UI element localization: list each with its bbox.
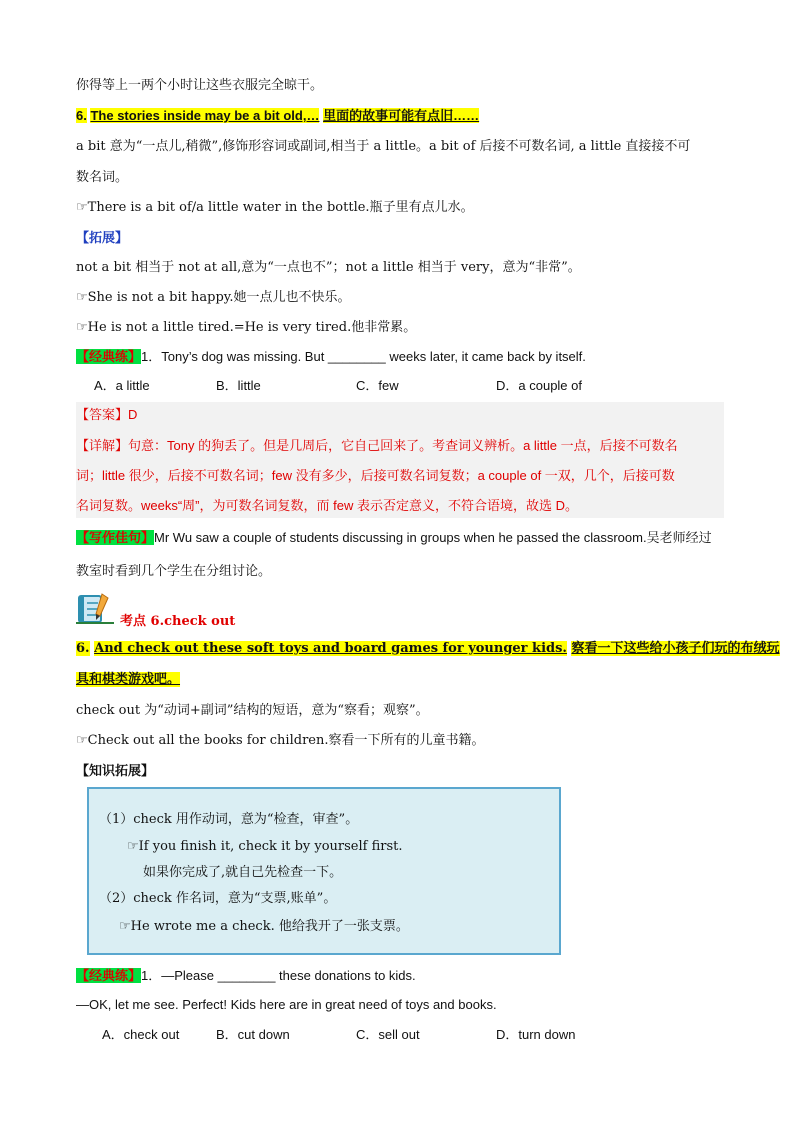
text-line: a bit 意为“一点儿,稍微”,修饰形容词或副词,相当于 a little。a bit of 后接不可数名词, a little 直接接不可	[76, 139, 691, 154]
knowledge-label: 【知识拓展】	[76, 764, 155, 779]
example-sentence: ☞She is not a bit happy.她一点儿也不快乐。	[76, 290, 351, 305]
box-line: （2）check 作名词，意为“支票,账单”。	[99, 891, 337, 906]
dialogue-reply: —OK, let me see. Perfect! Kids here are in great need of toys and books.	[76, 997, 497, 1012]
box-example: ☞He wrote me a check. 他给我开了一张支票。	[119, 919, 409, 934]
explanation-line: 词；little 很少，后接不可数名词；few 没有多少，后接可数名词复数；a couple of 一双，几个，后接可数	[76, 468, 675, 483]
exam-point-title: 考点 6.check out	[120, 614, 236, 629]
option-a: A．a little	[94, 378, 150, 393]
box-line: 如果你完成了,就自己先检查一下。	[143, 865, 343, 880]
text-line: 你得等上一两个小时让这些衣服完全晾干。	[76, 78, 324, 93]
section-heading	[76, 106, 479, 126]
box-example: ☞If you finish it, check it by yourself first.	[127, 839, 403, 854]
text-line: check out 为“动词+副词”结构的短语，意为“察看；观察”。	[76, 703, 429, 718]
answer-line: 【答案】D	[76, 407, 138, 422]
heading-number: 6.	[76, 641, 90, 656]
section-heading-cont	[76, 670, 180, 690]
question-text: 1．—Please ________ these donations to kids.	[141, 968, 416, 983]
option-d: D．turn down	[496, 1027, 576, 1042]
explanation-line: 名词复数。weeks“周”，为可数名词复数，而 few 表示否定意义，不符合语境，故选 D。	[76, 498, 578, 513]
heading-english: The stories inside may be a bit old,…	[90, 108, 320, 123]
notebook-pencil-icon	[76, 590, 114, 624]
practice-tag: 【经典练】	[76, 968, 142, 983]
practice-tag: 【经典练】	[76, 349, 142, 364]
writing-tag: 【写作佳句】	[76, 530, 155, 545]
option-c: C．sell out	[356, 1027, 420, 1042]
section-heading	[76, 639, 780, 659]
option-b: B．cut down	[216, 1027, 290, 1042]
heading-number: 6.	[76, 108, 87, 123]
text-line: 数名词。	[76, 170, 129, 185]
heading-chinese: 里面的故事可能有点旧……	[323, 108, 480, 123]
option-c: C．few	[356, 378, 399, 393]
text-line: not a bit 相当于 not at all,意为“一点也不”；not a little 相当于 very，意为“非常”。	[76, 260, 581, 275]
option-d: D．a couple of	[496, 378, 582, 393]
heading-chinese: 察看一下这些给小孩子们玩的布绒玩	[571, 641, 780, 656]
practice-question	[76, 347, 586, 367]
example-sentence: ☞Check out all the books for children.察看一下所有的儿童书籍。	[76, 733, 485, 748]
practice-question	[76, 966, 416, 986]
expand-label: 【拓展】	[76, 231, 129, 246]
box-line: （1）check 用作动词，意为“检查，审查”。	[99, 812, 359, 827]
question-text: 1．Tony’s dog was missing. But ________ weeks later, it came back by itself.	[141, 349, 586, 364]
writing-sentence	[76, 528, 712, 548]
text-line: 教室时看到几个学生在分组讨论。	[76, 564, 272, 579]
explanation-line: 【详解】句意：Tony 的狗丢了。但是几周后，它自己回来了。考查词义辨析。a little 一点，后接不可数名	[76, 438, 678, 453]
writing-text: Mr Wu saw a couple of students discussing in groups when he passed the classroom.吴老师经过	[154, 530, 712, 545]
heading-chinese: 具和棋类游戏吧。	[76, 672, 181, 687]
option-a: A．check out	[102, 1027, 180, 1042]
knowledge-box	[87, 787, 561, 955]
option-b: B．little	[216, 378, 261, 393]
example-sentence: ☞There is a bit of/a little water in the bottle.瓶子里有点儿水。	[76, 200, 474, 215]
heading-english: And check out these soft toys and board games for younger kids.	[94, 641, 567, 656]
example-sentence: ☞He is not a little tired.=He is very tired.他非常累。	[76, 320, 417, 335]
